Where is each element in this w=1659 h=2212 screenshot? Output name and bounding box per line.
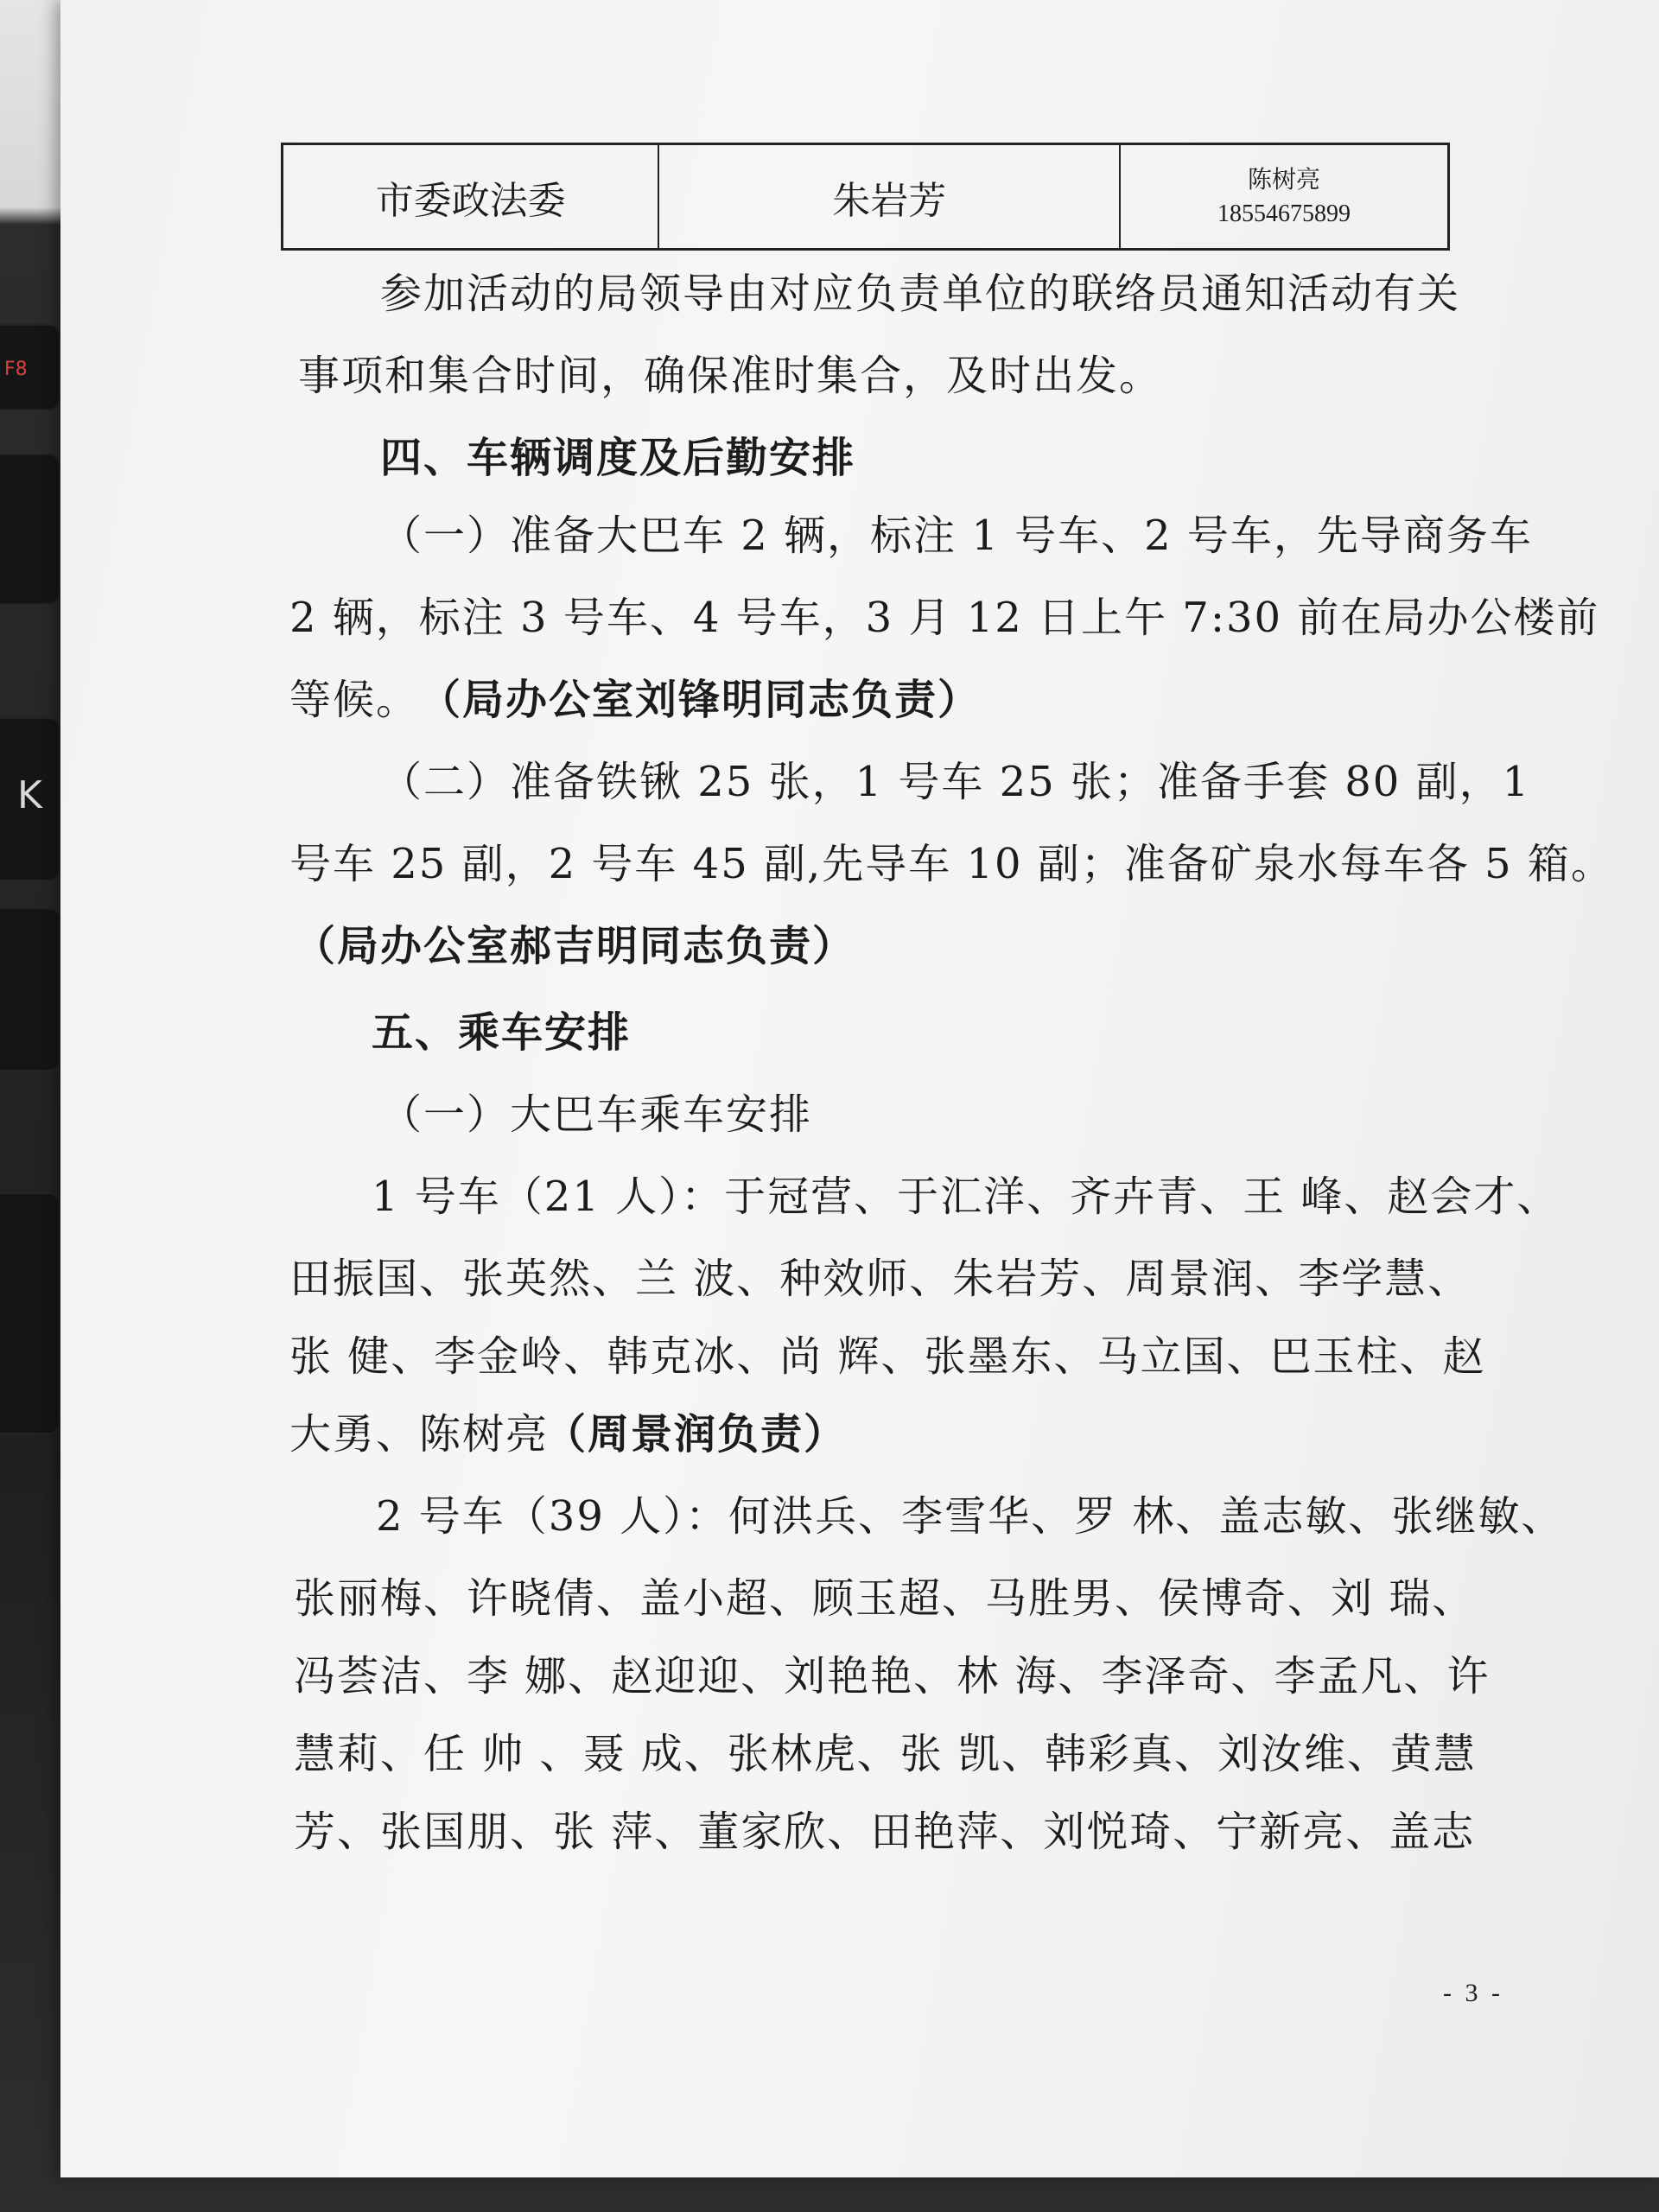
bus1-line: 张 健、李金岭、韩克冰、尚 辉、张墨东、马立国、巴玉柱、赵 bbox=[289, 1332, 1486, 1381]
bus2-line: 2 号车（39 人）：何洪兵、李雪华、罗 林、盖志敏、张继敏、 bbox=[376, 1492, 1565, 1541]
paragraph-line: 号车 25 副，2 号车 45 副,先导车 10 副；准备矿泉水每车各 5 箱。 bbox=[289, 840, 1614, 888]
liaison-cell bbox=[1120, 144, 1448, 250]
paragraph-line: 等候。 bbox=[289, 676, 420, 724]
bus1-line: 大勇、陈树亮 bbox=[289, 1410, 550, 1459]
paragraph-line: （二）准备铁锹 25 张，1 号车 25 张；准备手套 80 副，1 bbox=[380, 758, 1531, 806]
responsible-note: （局办公室郝吉明同志负责） bbox=[294, 922, 856, 970]
section-heading-5: 五、乘车安排 bbox=[372, 1008, 632, 1057]
subsection-heading: （一）大巴车乘车安排 bbox=[380, 1090, 813, 1139]
bus2-line: 张丽梅、许晓倩、盖小超、顾玉超、马胜男、侯博奇、刘 瑞、 bbox=[294, 1574, 1476, 1623]
liaison-phone: 18554675899 bbox=[1217, 200, 1351, 227]
key-k-label: K bbox=[17, 773, 42, 817]
bus2-line: 慧莉、任 帅 、聂 成、张林虎、张 凯、韩彩真、刘汝维、黄慧 bbox=[294, 1730, 1478, 1778]
bus1-line: 田振国、张英然、兰 波、种效师、朱岩芳、周景润、李学慧、 bbox=[289, 1255, 1471, 1303]
bus2-line: 冯荟洁、李 娜、赵迎迎、刘艳艳、林 海、李泽奇、李孟凡、许 bbox=[294, 1652, 1491, 1700]
keyboard-key-upper bbox=[0, 454, 60, 605]
keyboard-key-lower bbox=[0, 907, 60, 1071]
paragraph-line: 事项和集合时间，确保准时集合，及时出发。 bbox=[298, 352, 1163, 400]
leader-cell: 朱岩芳 bbox=[658, 144, 1120, 250]
bus2-line: 芳、张国朋、张 萍、董家欣、田艳萍、刘悦琦、宁新亮、盖志 bbox=[294, 1808, 1476, 1856]
section-heading-4: 四、车辆调度及后勤安排 bbox=[380, 434, 856, 482]
keyboard-key-bottom bbox=[0, 1192, 60, 1434]
responsible-note: （周景润负责） bbox=[544, 1410, 848, 1459]
paragraph-line: （一）准备大巴车 2 辆，标注 1 号车、2 号车，先导商务车 bbox=[380, 512, 1533, 560]
table-row bbox=[283, 144, 1449, 250]
contact-table bbox=[281, 143, 1450, 251]
keyboard-key-f8 bbox=[0, 324, 60, 410]
liaison-name: 陈树亮 bbox=[1248, 164, 1321, 194]
keyboard-key-k bbox=[0, 717, 60, 881]
key-f8-label: F8 bbox=[4, 359, 28, 380]
paragraph-line: 2 辆，标注 3 号车、4 号车，3 月 12 日上午 7:30 前在局办公楼前 bbox=[289, 594, 1600, 642]
document-page bbox=[60, 0, 1659, 2177]
document-content bbox=[60, 0, 1659, 2177]
bus1-line: 1 号车（21 人）：于冠营、于汇洋、齐卉青、王 峰、赵会才、 bbox=[372, 1173, 1560, 1221]
responsible-note: （局办公室刘锋明同志负责） bbox=[419, 676, 982, 724]
paragraph-line: 参加活动的局领导由对应负责单位的联络员通知活动有关 bbox=[380, 270, 1461, 318]
unit-cell: 市委政法委 bbox=[283, 144, 659, 250]
page-number: - 3 - bbox=[1443, 1979, 1503, 2007]
